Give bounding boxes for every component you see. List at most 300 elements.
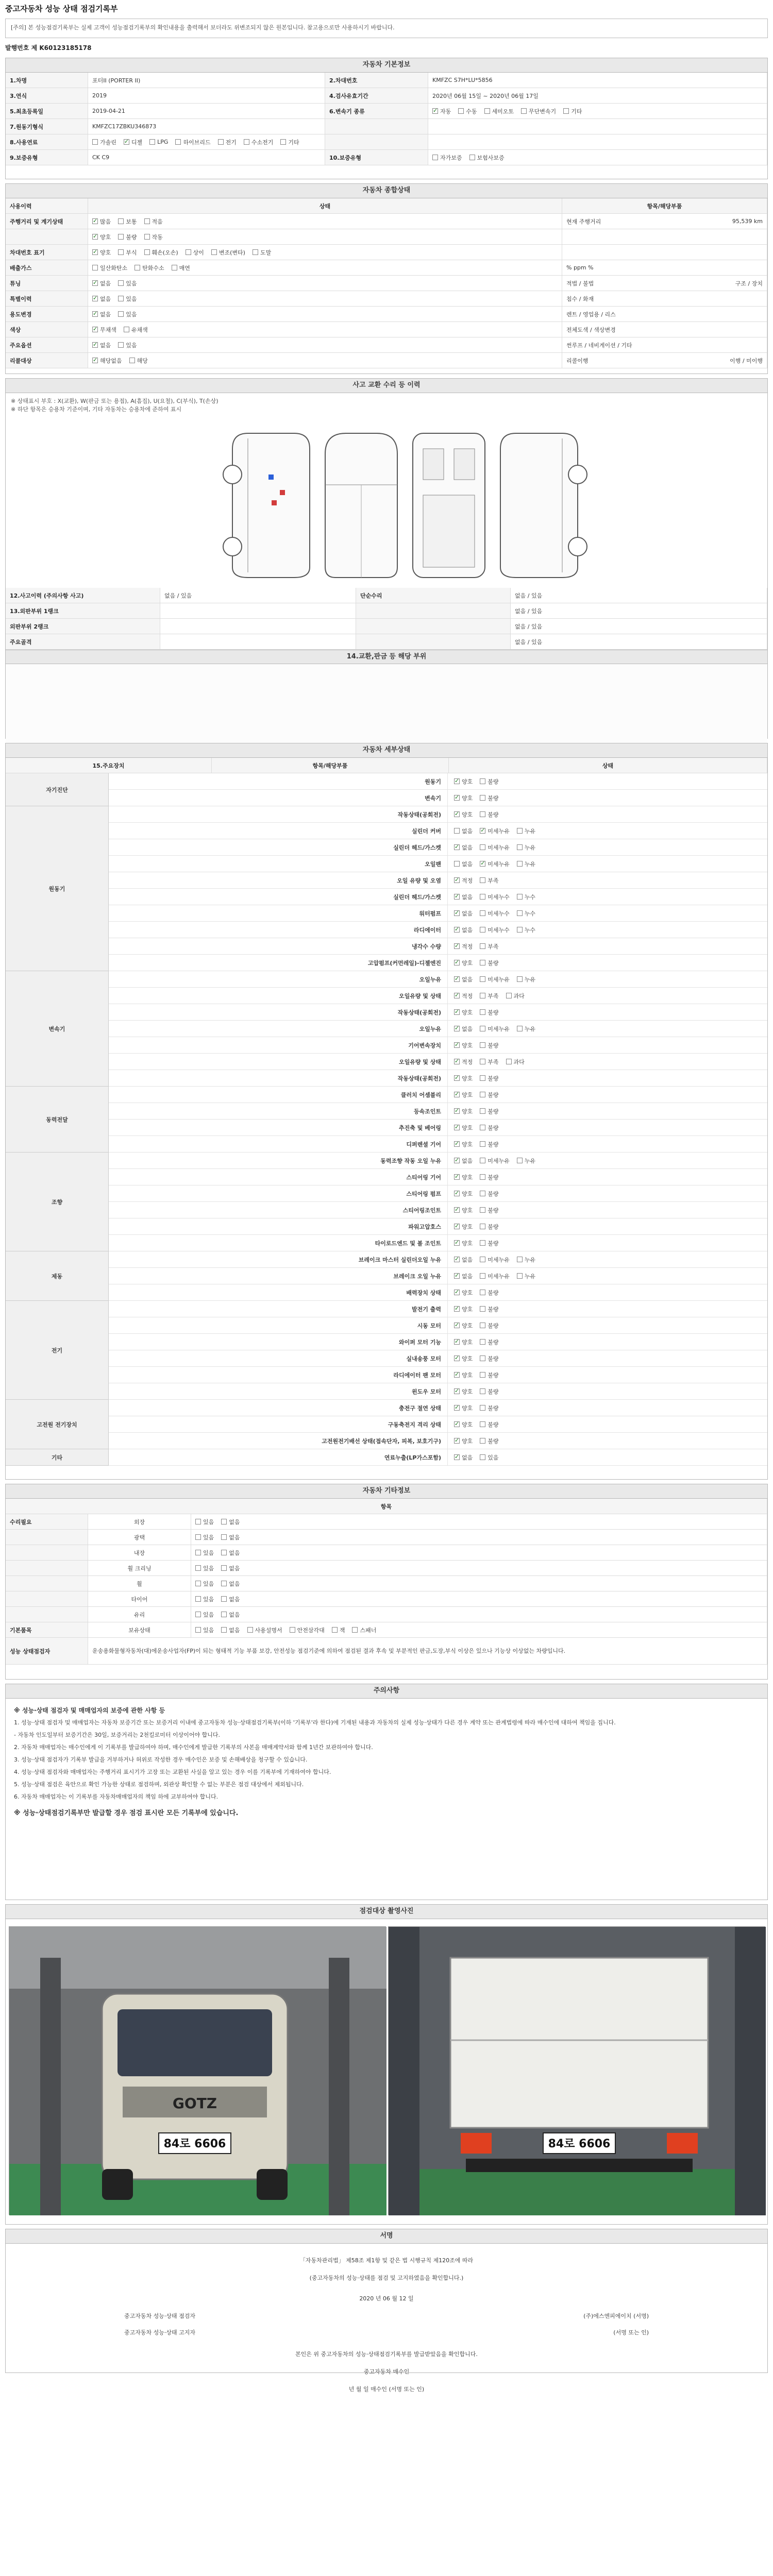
other-checkbox[interactable] (247, 1627, 253, 1633)
detail-checkbox[interactable] (506, 1059, 512, 1064)
detail-checkbox[interactable] (480, 1207, 485, 1213)
other-option[interactable] (221, 1518, 240, 1526)
detail-checkbox[interactable] (517, 927, 523, 933)
other-option[interactable] (290, 1626, 325, 1634)
gs-option[interactable] (186, 248, 204, 257)
detail-option[interactable] (517, 1256, 535, 1264)
detail-option[interactable] (480, 1239, 498, 1247)
detail-checkbox[interactable] (480, 1191, 485, 1196)
detail-option[interactable] (480, 1437, 498, 1445)
detail-option[interactable] (454, 1305, 473, 1313)
fuel-option[interactable] (280, 138, 299, 146)
detail-option[interactable] (480, 1025, 510, 1033)
transmission-checkbox[interactable] (521, 108, 527, 114)
other-option[interactable] (195, 1533, 214, 1541)
detail-checkbox[interactable] (454, 960, 460, 965)
detail-option[interactable] (480, 1008, 498, 1016)
detail-option[interactable] (480, 1354, 498, 1363)
gs-checkbox[interactable] (92, 358, 98, 363)
detail-checkbox[interactable] (480, 1240, 485, 1246)
gs-checkbox[interactable] (92, 342, 98, 348)
detail-option[interactable] (480, 1453, 498, 1462)
detail-option[interactable] (454, 926, 473, 934)
fuel-checkbox[interactable] (280, 139, 286, 145)
detail-checkbox[interactable] (454, 1355, 460, 1361)
detail-checkbox[interactable] (480, 1421, 485, 1427)
gs-checkbox[interactable] (118, 234, 124, 240)
detail-option[interactable] (454, 810, 473, 819)
detail-checkbox[interactable] (454, 1191, 460, 1196)
other-option[interactable] (221, 1595, 240, 1603)
detail-option[interactable] (454, 876, 473, 885)
other-checkbox[interactable] (195, 1519, 201, 1524)
detail-checkbox[interactable] (454, 894, 460, 900)
detail-checkbox[interactable] (480, 1092, 485, 1097)
detail-option[interactable] (454, 1091, 473, 1099)
fuel-checkbox[interactable] (244, 139, 249, 145)
detail-option[interactable] (480, 1223, 498, 1231)
detail-option[interactable] (454, 942, 473, 951)
other-option[interactable] (195, 1580, 214, 1588)
detail-checkbox[interactable] (454, 795, 460, 801)
warranty-checkbox[interactable] (432, 155, 438, 160)
warranty-checkbox[interactable] (469, 155, 475, 160)
detail-option[interactable] (454, 1239, 473, 1247)
detail-checkbox[interactable] (517, 828, 523, 834)
gs-checkbox[interactable] (186, 249, 191, 255)
detail-checkbox[interactable] (454, 844, 460, 850)
gs-checkbox[interactable] (118, 342, 124, 348)
gs-checkbox[interactable] (92, 280, 98, 286)
gs-checkbox[interactable] (92, 249, 98, 255)
gs-checkbox[interactable] (211, 249, 217, 255)
gs-checkbox[interactable] (144, 218, 150, 224)
other-checkbox[interactable] (352, 1627, 358, 1633)
detail-checkbox[interactable] (480, 976, 485, 982)
transmission-checkbox[interactable] (458, 108, 464, 114)
gs-option[interactable] (92, 310, 111, 318)
detail-option[interactable] (480, 1157, 510, 1165)
other-option[interactable] (221, 1626, 240, 1634)
detail-checkbox[interactable] (454, 1405, 460, 1411)
detail-option[interactable] (480, 794, 498, 802)
detail-option[interactable] (454, 1321, 473, 1330)
detail-option[interactable] (480, 1041, 498, 1049)
fuel-option[interactable] (149, 139, 168, 145)
transmission-option[interactable] (563, 107, 582, 115)
other-option[interactable] (195, 1549, 214, 1557)
detail-option[interactable] (517, 1272, 535, 1280)
transmission-option[interactable] (432, 107, 451, 115)
detail-checkbox[interactable] (480, 844, 485, 850)
detail-option[interactable] (454, 1124, 473, 1132)
detail-option[interactable] (454, 1371, 473, 1379)
detail-checkbox[interactable] (480, 877, 485, 883)
detail-checkbox[interactable] (480, 1339, 485, 1345)
detail-checkbox[interactable] (480, 1224, 485, 1229)
detail-checkbox[interactable] (454, 811, 460, 817)
gs-option[interactable] (144, 233, 163, 241)
detail-option[interactable] (480, 992, 498, 1000)
detail-checkbox[interactable] (480, 1290, 485, 1295)
other-option[interactable] (221, 1533, 240, 1541)
gs-option[interactable] (118, 217, 137, 226)
fuel-checkbox[interactable] (149, 139, 155, 145)
detail-checkbox[interactable] (517, 1257, 523, 1262)
detail-option[interactable] (454, 1041, 473, 1049)
gs-checkbox[interactable] (92, 218, 98, 224)
other-checkbox[interactable] (221, 1519, 227, 1524)
detail-option[interactable] (517, 893, 535, 901)
detail-option[interactable] (480, 1173, 498, 1181)
detail-checkbox[interactable] (480, 910, 485, 916)
detail-option[interactable] (517, 909, 535, 918)
detail-option[interactable] (454, 1140, 473, 1148)
gs-option[interactable] (118, 341, 137, 349)
detail-option[interactable] (454, 777, 473, 786)
detail-checkbox[interactable] (480, 1372, 485, 1378)
other-checkbox[interactable] (195, 1534, 201, 1540)
other-option[interactable] (195, 1626, 214, 1634)
other-option[interactable] (195, 1518, 214, 1526)
gs-checkbox[interactable] (92, 234, 98, 240)
detail-checkbox[interactable] (480, 1059, 485, 1064)
detail-checkbox[interactable] (480, 1388, 485, 1394)
detail-checkbox[interactable] (454, 1290, 460, 1295)
detail-checkbox[interactable] (454, 1454, 460, 1460)
other-checkbox[interactable] (221, 1627, 227, 1633)
detail-option[interactable] (480, 1107, 498, 1115)
gs-option[interactable] (118, 279, 137, 287)
detail-checkbox[interactable] (480, 1042, 485, 1048)
detail-checkbox[interactable] (480, 1009, 485, 1015)
detail-option[interactable] (480, 1058, 498, 1066)
detail-checkbox[interactable] (480, 828, 485, 834)
detail-checkbox[interactable] (480, 1158, 485, 1163)
detail-checkbox[interactable] (480, 1454, 485, 1460)
detail-option[interactable] (454, 992, 473, 1000)
detail-option[interactable] (480, 1206, 498, 1214)
detail-option[interactable] (480, 1321, 498, 1330)
detail-checkbox[interactable] (517, 844, 523, 850)
detail-option[interactable] (480, 975, 510, 984)
detail-checkbox[interactable] (480, 1125, 485, 1130)
detail-option[interactable] (454, 1256, 473, 1264)
detail-option[interactable] (454, 1107, 473, 1115)
detail-option[interactable] (454, 794, 473, 802)
detail-checkbox[interactable] (517, 976, 523, 982)
detail-option[interactable] (454, 1453, 473, 1462)
detail-option[interactable] (454, 1223, 473, 1231)
detail-checkbox[interactable] (506, 993, 512, 998)
gs-option[interactable] (129, 357, 148, 365)
detail-option[interactable] (480, 1272, 510, 1280)
other-option[interactable] (221, 1564, 240, 1572)
detail-option[interactable] (454, 1173, 473, 1181)
detail-checkbox[interactable] (480, 1355, 485, 1361)
detail-checkbox[interactable] (454, 1075, 460, 1081)
gs-option[interactable] (144, 248, 178, 257)
detail-option[interactable] (480, 1338, 498, 1346)
other-checkbox[interactable] (221, 1534, 227, 1540)
fuel-checkbox[interactable] (175, 139, 181, 145)
other-checkbox[interactable] (221, 1612, 227, 1617)
transmission-checkbox[interactable] (563, 108, 569, 114)
detail-option[interactable] (480, 876, 498, 885)
fuel-option[interactable] (92, 138, 116, 146)
other-checkbox[interactable] (221, 1550, 227, 1555)
detail-checkbox[interactable] (454, 1059, 460, 1064)
detail-checkbox[interactable] (480, 1273, 485, 1279)
gs-option[interactable] (92, 341, 111, 349)
detail-option[interactable] (454, 843, 473, 852)
detail-option[interactable] (517, 860, 535, 868)
gs-option[interactable] (118, 233, 137, 241)
detail-option[interactable] (454, 1272, 473, 1280)
detail-checkbox[interactable] (480, 1075, 485, 1081)
detail-option[interactable] (454, 1404, 473, 1412)
detail-option[interactable] (517, 827, 535, 835)
transmission-checkbox[interactable] (484, 108, 490, 114)
detail-checkbox[interactable] (517, 894, 523, 900)
detail-checkbox[interactable] (454, 1421, 460, 1427)
detail-option[interactable] (454, 827, 473, 835)
detail-checkbox[interactable] (454, 778, 460, 784)
detail-option[interactable] (480, 843, 510, 852)
gs-checkbox[interactable] (118, 249, 124, 255)
detail-checkbox[interactable] (480, 1405, 485, 1411)
detail-checkbox[interactable] (454, 1257, 460, 1262)
other-option[interactable] (221, 1549, 240, 1557)
detail-option[interactable] (480, 1420, 498, 1429)
detail-option[interactable] (480, 1074, 498, 1082)
detail-option[interactable] (480, 1289, 498, 1297)
detail-checkbox[interactable] (517, 1273, 523, 1279)
fuel-option[interactable] (124, 138, 142, 146)
detail-checkbox[interactable] (454, 1438, 460, 1444)
detail-checkbox[interactable] (480, 1306, 485, 1312)
gs-checkbox[interactable] (92, 296, 98, 301)
detail-option[interactable] (454, 1387, 473, 1396)
detail-option[interactable] (480, 1190, 498, 1198)
other-checkbox[interactable] (221, 1596, 227, 1602)
other-option[interactable] (221, 1611, 240, 1619)
gs-option[interactable] (92, 264, 127, 272)
detail-option[interactable] (480, 1124, 498, 1132)
gs-option[interactable] (144, 217, 163, 226)
detail-option[interactable] (480, 1256, 510, 1264)
transmission-checkbox[interactable] (432, 108, 438, 114)
detail-option[interactable] (480, 1371, 498, 1379)
detail-checkbox[interactable] (480, 795, 485, 801)
detail-checkbox[interactable] (454, 1323, 460, 1328)
detail-checkbox[interactable] (480, 943, 485, 949)
gs-checkbox[interactable] (118, 296, 124, 301)
detail-option[interactable] (517, 975, 535, 984)
detail-checkbox[interactable] (454, 943, 460, 949)
gs-checkbox[interactable] (118, 218, 124, 224)
detail-option[interactable] (454, 1157, 473, 1165)
detail-checkbox[interactable] (480, 927, 485, 933)
detail-option[interactable] (480, 1091, 498, 1099)
detail-checkbox[interactable] (454, 1207, 460, 1213)
other-checkbox[interactable] (195, 1627, 201, 1633)
detail-option[interactable] (480, 926, 510, 934)
detail-checkbox[interactable] (480, 811, 485, 817)
gs-option[interactable] (253, 248, 271, 257)
detail-checkbox[interactable] (517, 1158, 523, 1163)
gs-checkbox[interactable] (118, 311, 124, 317)
detail-option[interactable] (480, 909, 510, 918)
other-option[interactable] (221, 1580, 240, 1588)
detail-checkbox[interactable] (454, 1108, 460, 1114)
detail-checkbox[interactable] (454, 1372, 460, 1378)
detail-option[interactable] (454, 1025, 473, 1033)
detail-option[interactable] (454, 959, 473, 967)
detail-checkbox[interactable] (454, 1092, 460, 1097)
gs-checkbox[interactable] (92, 311, 98, 317)
detail-checkbox[interactable] (480, 1108, 485, 1114)
transmission-option[interactable] (458, 107, 477, 115)
other-option[interactable] (195, 1611, 214, 1619)
other-checkbox[interactable] (195, 1596, 201, 1602)
detail-option[interactable] (517, 1025, 535, 1033)
detail-checkbox[interactable] (454, 1174, 460, 1180)
detail-option[interactable] (454, 1289, 473, 1297)
detail-checkbox[interactable] (454, 1388, 460, 1394)
detail-option[interactable] (454, 1338, 473, 1346)
other-checkbox[interactable] (221, 1581, 227, 1586)
detail-checkbox[interactable] (454, 1240, 460, 1246)
detail-checkbox[interactable] (480, 1141, 485, 1147)
detail-option[interactable] (454, 1354, 473, 1363)
detail-checkbox[interactable] (480, 1026, 485, 1031)
gs-option[interactable] (92, 326, 116, 334)
detail-option[interactable] (454, 1074, 473, 1082)
detail-checkbox[interactable] (454, 976, 460, 982)
gs-option[interactable] (135, 264, 164, 272)
detail-checkbox[interactable] (454, 1026, 460, 1031)
other-checkbox[interactable] (195, 1565, 201, 1571)
other-checkbox[interactable] (195, 1612, 201, 1617)
detail-option[interactable] (454, 1008, 473, 1016)
detail-option[interactable] (517, 843, 535, 852)
detail-checkbox[interactable] (454, 1273, 460, 1279)
detail-checkbox[interactable] (454, 910, 460, 916)
detail-checkbox[interactable] (454, 861, 460, 867)
detail-option[interactable] (454, 1420, 473, 1429)
detail-option[interactable] (480, 1305, 498, 1313)
fuel-option[interactable] (244, 138, 274, 146)
transmission-option[interactable] (484, 107, 514, 115)
gs-checkbox[interactable] (144, 234, 150, 240)
gs-checkbox[interactable] (129, 358, 135, 363)
other-option[interactable] (352, 1626, 376, 1634)
detail-checkbox[interactable] (517, 861, 523, 867)
detail-checkbox[interactable] (454, 1141, 460, 1147)
fuel-checkbox[interactable] (124, 139, 129, 145)
gs-checkbox[interactable] (92, 265, 98, 270)
gs-checkbox[interactable] (172, 265, 177, 270)
detail-checkbox[interactable] (454, 828, 460, 834)
gs-option[interactable] (118, 295, 137, 303)
gs-checkbox[interactable] (92, 327, 98, 332)
detail-checkbox[interactable] (454, 927, 460, 933)
detail-option[interactable] (480, 942, 498, 951)
detail-checkbox[interactable] (454, 1158, 460, 1163)
other-option[interactable] (195, 1595, 214, 1603)
gs-option[interactable] (211, 248, 245, 257)
detail-checkbox[interactable] (480, 778, 485, 784)
gs-checkbox[interactable] (144, 249, 150, 255)
gs-option[interactable] (124, 326, 148, 334)
detail-checkbox[interactable] (454, 877, 460, 883)
detail-checkbox[interactable] (454, 993, 460, 998)
warranty-option[interactable] (432, 154, 462, 162)
gs-checkbox[interactable] (118, 280, 124, 286)
detail-checkbox[interactable] (480, 1323, 485, 1328)
gs-option[interactable] (92, 217, 111, 226)
other-checkbox[interactable] (221, 1565, 227, 1571)
detail-checkbox[interactable] (454, 1224, 460, 1229)
gs-checkbox[interactable] (253, 249, 258, 255)
detail-checkbox[interactable] (480, 960, 485, 965)
gs-option[interactable] (92, 248, 111, 257)
other-checkbox[interactable] (195, 1550, 201, 1555)
detail-option[interactable] (454, 860, 473, 868)
detail-option[interactable] (454, 909, 473, 918)
gs-option[interactable] (92, 279, 111, 287)
gs-option[interactable] (92, 357, 122, 365)
gs-option[interactable] (172, 264, 190, 272)
gs-checkbox[interactable] (124, 327, 129, 332)
detail-option[interactable] (506, 1058, 525, 1066)
detail-option[interactable] (506, 992, 525, 1000)
other-checkbox[interactable] (195, 1581, 201, 1586)
other-checkbox[interactable] (290, 1627, 295, 1633)
fuel-option[interactable] (218, 138, 237, 146)
fuel-checkbox[interactable] (218, 139, 224, 145)
detail-option[interactable] (480, 1404, 498, 1412)
detail-option[interactable] (480, 959, 498, 967)
detail-option[interactable] (454, 975, 473, 984)
other-option[interactable] (195, 1564, 214, 1572)
fuel-checkbox[interactable] (92, 139, 98, 145)
detail-checkbox[interactable] (480, 993, 485, 998)
fuel-option[interactable] (175, 138, 210, 146)
gs-option[interactable] (92, 295, 111, 303)
detail-option[interactable] (480, 810, 498, 819)
other-option[interactable] (332, 1626, 345, 1634)
detail-checkbox[interactable] (454, 1125, 460, 1130)
other-option[interactable] (247, 1626, 282, 1634)
detail-checkbox[interactable] (454, 1339, 460, 1345)
detail-checkbox[interactable] (480, 1257, 485, 1262)
detail-option[interactable] (454, 893, 473, 901)
detail-checkbox[interactable] (517, 1026, 523, 1031)
detail-checkbox[interactable] (480, 1438, 485, 1444)
detail-option[interactable] (454, 1206, 473, 1214)
detail-checkbox[interactable] (454, 1042, 460, 1048)
warranty-option[interactable] (469, 154, 505, 162)
detail-option[interactable] (480, 1387, 498, 1396)
transmission-option[interactable] (521, 107, 556, 115)
detail-option[interactable] (454, 1437, 473, 1445)
detail-option[interactable] (480, 893, 510, 901)
detail-checkbox[interactable] (480, 894, 485, 900)
detail-checkbox[interactable] (454, 1306, 460, 1312)
detail-checkbox[interactable] (454, 1009, 460, 1015)
